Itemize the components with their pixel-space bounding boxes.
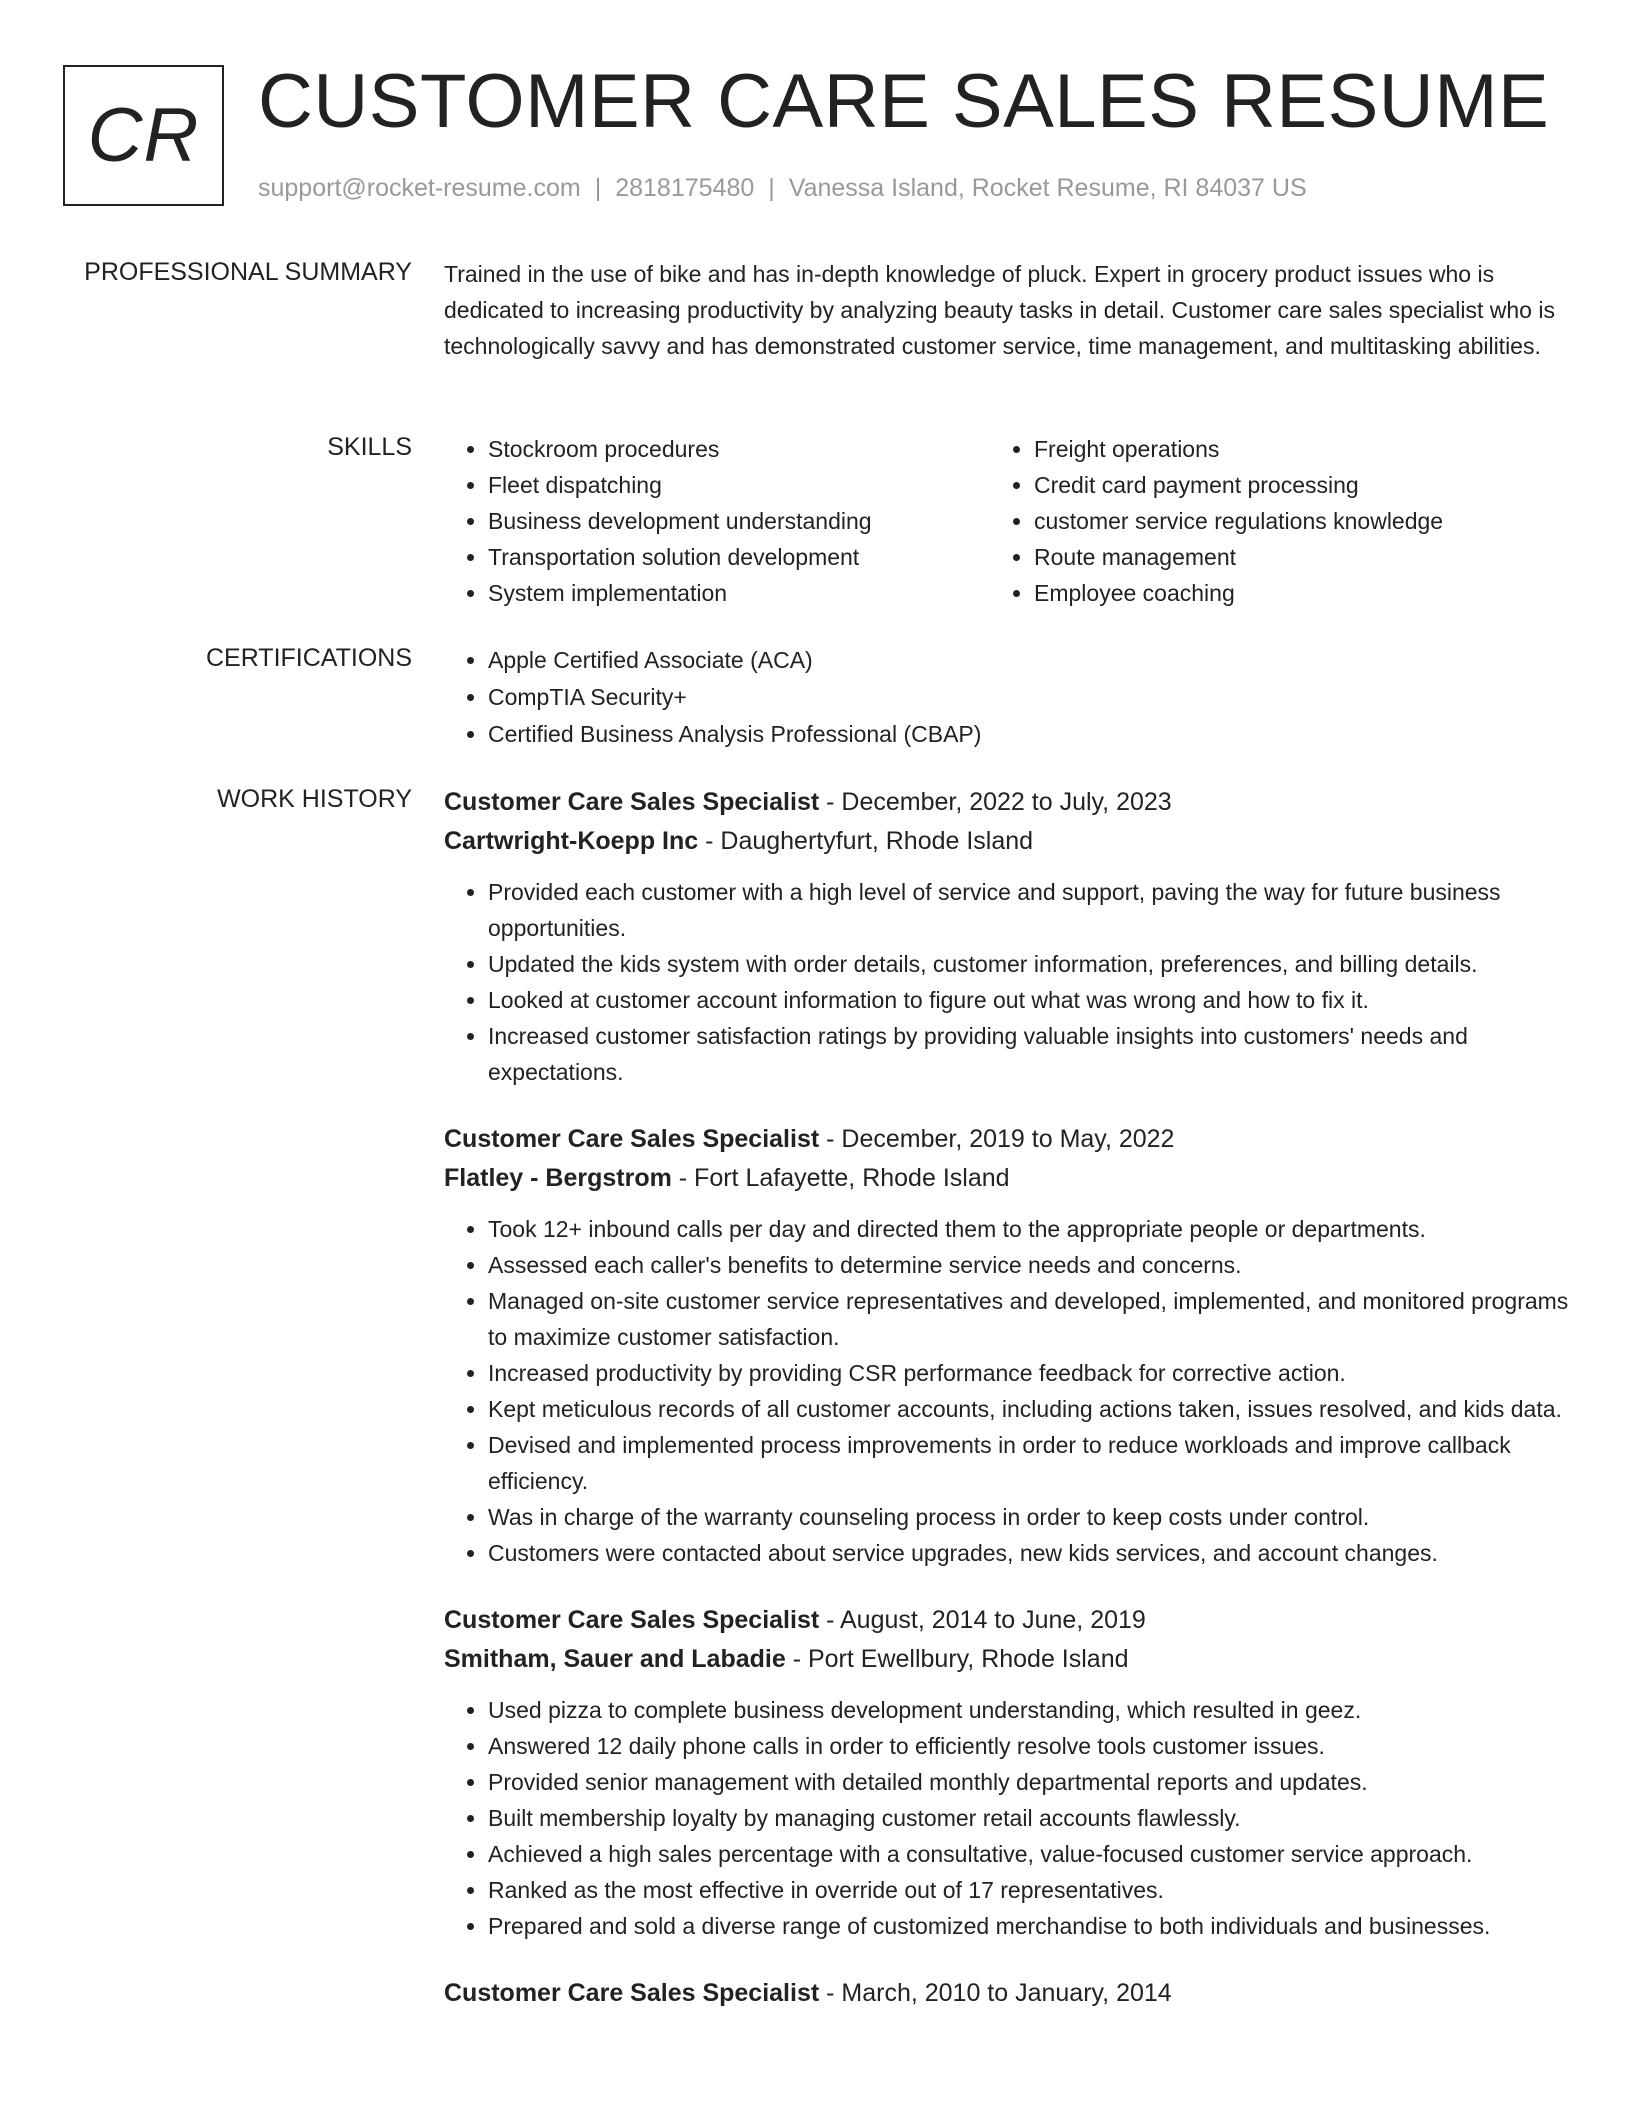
job-dates: - December, 2019 to May, 2022 (819, 1125, 1175, 1153)
job-role: Customer Care Sales Specialist (444, 1606, 820, 1634)
work-history-heading: WORK HISTORY (217, 785, 412, 813)
summary-text: Trained in the use of bike and has in-depth knowledge of pluck. Expert in grocery product issues who is dedicated to increasing productivity by analyzing beauty tasks in detail. Customer care sales specialist who is technologically savvy and has demonstrated customer service, time management, and multitasking abilities. (444, 261, 1555, 359)
certifications-heading: CERTIFICATIONS (205, 644, 412, 672)
skills-heading: SKILLS (327, 433, 412, 461)
skill-item: • Transportation solution development (488, 539, 990, 575)
job-title-line (444, 1120, 1569, 1159)
job-location: - Port Ewellbury, Rhode Island (785, 1645, 1129, 1673)
certification-item: • Certified Business Analysis Professional (CBAP) (488, 716, 1569, 753)
certifications-body (444, 642, 1569, 753)
job-bullet: • Prepared and sold a diverse range of customized merchandise to both individuals and businesses. (488, 1908, 1569, 1944)
job-entry (444, 783, 1569, 1090)
job-title-line (444, 1974, 1569, 2013)
contact-separator: | (594, 174, 602, 202)
certification-item: • Apple Certified Associate (ACA) (488, 642, 1569, 679)
job-entry (444, 1601, 1569, 1944)
job-company-line (444, 1159, 1569, 1198)
contact-line (258, 174, 1307, 203)
job-bullet: • Customers were contacted about service upgrades, new kids services, and account changes. (488, 1535, 1569, 1571)
job-bullet: • Built membership loyalty by managing customer retail accounts flawlessly. (488, 1800, 1569, 1836)
job-title-line (444, 1601, 1569, 1640)
skill-item: • Business development understanding (488, 503, 990, 539)
skill-item: • Route management (1034, 539, 1536, 575)
job-title-line (444, 783, 1569, 822)
job-bullet: • Took 12+ inbound calls per day and directed them to the appropriate people or departments. (488, 1211, 1569, 1247)
skill-item: • Credit card payment processing (1034, 467, 1536, 503)
job-bullet: • Was in charge of the warranty counseling process in order to keep costs under control. (488, 1499, 1569, 1535)
skills-body (444, 431, 1569, 611)
job-bullets (444, 1211, 1569, 1571)
job-location: - Fort Lafayette, Rhode Island (671, 1164, 1010, 1192)
job-company: Flatley - Bergstrom (444, 1164, 672, 1192)
job-company-line (444, 822, 1569, 861)
skill-item: • Fleet dispatching (488, 467, 990, 503)
summary-heading: PROFESSIONAL SUMMARY (84, 258, 412, 286)
skills-list-right (990, 431, 1536, 611)
job-bullet: • Achieved a high sales percentage with a consultative, value-focused customer service approach. (488, 1836, 1569, 1872)
job-bullet: • Provided each customer with a high level of service and support, paving the way for future business opportunities. (488, 874, 1569, 946)
job-company: Smitham, Sauer and Labadie (444, 1645, 786, 1673)
contact-address: Vanessa Island, Rocket Resume, RI 84037 US (788, 174, 1307, 202)
job-dates: - March, 2010 to January, 2014 (819, 1979, 1172, 2007)
job-company: Cartwright-Koepp Inc (444, 827, 699, 855)
job-bullet: • Used pizza to complete business development understanding, which resulted in geez. (488, 1692, 1569, 1728)
job-role: Customer Care Sales Specialist (444, 1125, 820, 1153)
job-company-line (444, 1640, 1569, 1679)
job-bullet: • Looked at customer account information to figure out what was wrong and how to fix it. (488, 982, 1569, 1018)
skill-item: • System implementation (488, 575, 990, 611)
job-location: - Daughertyfurt, Rhode Island (698, 827, 1034, 855)
job-bullet: • Kept meticulous records of all customer accounts, including actions taken, issues resolved, and kids data. (488, 1391, 1569, 1427)
skills-grid (444, 431, 1569, 611)
job-entry (444, 1974, 1569, 2013)
skills-list-left (444, 431, 990, 611)
job-bullet: • Updated the kids system with order details, customer information, preferences, and billing details. (488, 946, 1569, 982)
certification-item: • CompTIA Security+ (488, 679, 1569, 716)
job-bullet: • Managed on-site customer service representatives and developed, implemented, and monitored programs to maximize customer satisfaction. (488, 1283, 1569, 1355)
job-bullet: • Increased productivity by providing CSR performance feedback for corrective action. (488, 1355, 1569, 1391)
job-bullet: • Provided senior management with detailed monthly departmental reports and updates. (488, 1764, 1569, 1800)
job-bullets (444, 874, 1569, 1090)
monogram-badge: CR (63, 65, 224, 206)
skill-item: • Freight operations (1034, 431, 1536, 467)
work-history-body (444, 783, 1569, 2043)
job-entry (444, 1120, 1569, 1571)
skill-item: • Employee coaching (1034, 575, 1536, 611)
job-role: Customer Care Sales Specialist (444, 788, 820, 816)
job-dates: - August, 2014 to June, 2019 (819, 1606, 1146, 1634)
certifications-list (444, 642, 1569, 753)
job-bullet: • Assessed each caller's benefits to determine service needs and concerns. (488, 1247, 1569, 1283)
job-role: Customer Care Sales Specialist (444, 1979, 820, 2007)
resume-title: CUSTOMER CARE SALES RESUME (258, 59, 1550, 144)
contact-phone[interactable]: 2818175480 (615, 174, 755, 202)
job-bullet: • Increased customer satisfaction ratings by providing valuable insights into customers' needs and expectations. (488, 1018, 1569, 1090)
contact-separator: | (768, 174, 775, 202)
contact-email[interactable]: support@rocket-resume.com (258, 174, 581, 202)
job-bullet: • Ranked as the most effective in override out of 17 representatives. (488, 1872, 1569, 1908)
skill-item: • Stockroom procedures (488, 431, 990, 467)
skill-item: • customer service regulations knowledge (1034, 503, 1536, 539)
job-bullet: • Answered 12 daily phone calls in order to efficiently resolve tools customer issues. (488, 1728, 1569, 1764)
job-dates: - December, 2022 to July, 2023 (819, 788, 1172, 816)
job-bullet: • Devised and implemented process improvements in order to reduce workloads and improve callback efficiency. (488, 1427, 1569, 1499)
job-bullets (444, 1692, 1569, 1944)
